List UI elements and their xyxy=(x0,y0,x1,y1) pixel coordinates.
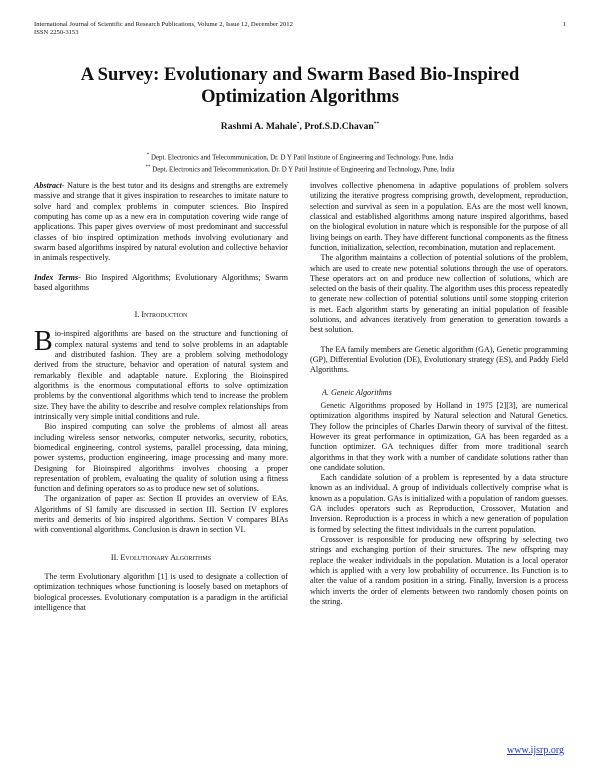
ea-paragraph-1: The term Evolutionary algorithm [1] is used to designate a collection of optimization techniques whose functioning is loosely based on metaphors of biological processes. Evolutionary computation is a paradigm in the artificial intelligence that xyxy=(34,572,288,612)
ea-paragraph-3: The EA family members are Genetic algorithm (GA), Genetic programming (GP), Differential Evolution (DE), Evolutionary strategy (ES), and Paddy Field Algorithms. xyxy=(310,344,568,375)
intro-paragraph-1-text: io-inspired algorithms are based on the structure and functioning of complex natural systems and tend to solve problems in an adaptable and distributed fashion. They are a problem solving methodology derived from the structure, behavior and operation of natural system and remarkably flexible and adaptable nature. Exploring the Bioinspired algorithms is the enormous computational efforts to solve optimization problems by the conventional algorithms which tend to increase the problem size. They have the ability to describe and resolve complex relationships from intrinsically very simple initial conditions and rule. xyxy=(34,329,288,421)
left-column xyxy=(34,181,288,613)
subsection-heading-genetic-algorithms: A. Geneic Algorithms xyxy=(322,387,392,397)
journal-name: International Journal of Scientific and Research Publications, Volume 2, Issue 12, December 2012 xyxy=(34,21,293,28)
section-1-number: I. xyxy=(134,310,142,320)
issn: ISSN 2250-3153 xyxy=(34,29,79,36)
affiliation-1 xyxy=(0,151,600,163)
index-terms xyxy=(34,273,288,294)
abstract-label: Abstract xyxy=(34,181,62,190)
author-1-mark: * xyxy=(296,121,300,127)
running-header xyxy=(34,21,566,37)
author-1: Rashmi A. Mahale xyxy=(220,121,297,133)
drop-cap: B xyxy=(34,326,53,358)
section-1-title: Introduction xyxy=(141,310,188,320)
ea-paragraph-2: The algorithm maintains a collection of potential solutions of the problem, which are used to create new potential solutions through the use of operators. These operators act on and produce new collection of solutions, which are selected on the basis of their quality. The algorithm uses this process repeatedly to generate new collection of potential solutions until some stopping criterion is met. Each algorithm starts by generating an initial population of feasible solutions, and advances iteratively from generation to generation towards a best solution. xyxy=(310,253,568,335)
title-line-1: A Survey: Evolutionary and Swarm Based Bio-Inspired xyxy=(80,65,520,85)
author-2-mark: ** xyxy=(373,121,380,127)
abstract-text: - Nature is the best tutor and its designs and strengths are extremely massive and strange that it gives inspiration to researches to imitate nature to solve hard and complex problems in computer sciences. Bio Inspired computing has come up as a new era in computation covering wide range of applications. This paper gives overview of most predominant and successful classes of bio inspired optimization methods involving evolutionary and swarm based algorithms inspired by natural evolution and collective behavior in animals respectively. xyxy=(34,181,288,263)
index-terms-label: Index Terms xyxy=(34,272,79,282)
author-separator: , xyxy=(299,121,305,133)
index-terms-text: - Bio Inspired Algorithms; Evolutionary Algorithms; Swarm based algorithms xyxy=(34,272,289,292)
intro-paragraph-2: Bio inspired computing can solve the problems of almost all areas including wireless sensor networks, computer networks, security, robotics, biomedical engineering, control systems, parallel processing, data mining, power systems, production engineering, image processing and many more. Designing for Bioinspired algorithms involves choosing a proper representation of problem, evaluating the quality of solution using a fitness function and defining operators so as to produce new set of solutions. xyxy=(34,422,288,494)
footer-website-link[interactable]: www.ijsrp.org xyxy=(507,745,564,756)
affiliations xyxy=(0,151,600,175)
page-number: 1 xyxy=(562,21,566,28)
right-column xyxy=(310,181,568,607)
intro-paragraph-3: The organization of paper as: Section II provides an overview of EAs. Algorithms of SI family are discussed in section III. Section IV explores merits and demerits of bio inspired algorithms. Section V compares BIAs with conventional algorithms. Conclusion is drawn in section VI. xyxy=(34,494,288,535)
section-2-number: II. xyxy=(110,552,121,562)
author-2: Prof.S.D.Chavan xyxy=(304,121,374,133)
ga-paragraph-3: Crossover is responsible for producing new offspring by selecting two strings and exchanging portion of their structures. The new offspring may replace the weaker individuals in the population. Mutation is a local operator which is applied with a very low probability of occurrence. Its Function is to alter the value of a random position in a string. Finally, Inversion is a process which inverts the order of elements between two randomly chosen points on the string. xyxy=(310,535,568,606)
section-heading-introduction xyxy=(34,310,288,320)
author-list xyxy=(0,121,600,132)
ga-paragraph-2: Each candidate solution of a problem is represented by a data structure known as an individual. A group of individuals collectively comprise what is known as a population. GAs is initialized with a population of random guesses. GA includes operators such as Reproduction, Crossover, Mutation and Inversion. Reproduction is a process in which a new generation of population is formed by selecting the fittest individuals in the current population. xyxy=(310,473,568,534)
section-2-title: Evolutionary Algorithms xyxy=(120,552,212,562)
ga-paragraph-1: Genetic Algorithms proposed by Holland in 1975 [2][3], are numerical optimization algorithms inspired by Natural selection and Natural Genetics. They follow the principles of Charles Darwin theory of survival of the fittest. However its great performance in optimization, GA has been regarded as a function optimizer. GA techniques differ from more traditional search algorithms in that they work with a number of candidate solutions rather than one candidate solution. xyxy=(310,400,568,472)
affiliation-1-text: Dept. Electronics and Telecommunication, Dr. D Y Patil Institute of Engineering and Technology, Pune, India xyxy=(149,154,454,162)
intro-paragraph-1 xyxy=(34,326,288,422)
abstract xyxy=(34,181,288,264)
affiliation-2 xyxy=(0,163,600,175)
ea-paragraph-1-continued: involves collective phenomena in adaptive populations of problem solvers utilizing the iterative progress comprising growth, development, reproduction, selection and survival as seen in a population. EAs are the most well known, classical and established algorithms among nature inspired algorithms, based on the biological evolution in nature which is responsible for the purpose of all living beings on earth. They have different functional components as the fitness function, initialization, selection, recombination, mutation and replacement. xyxy=(310,181,568,252)
section-heading-evolutionary-algorithms xyxy=(34,553,288,563)
paper-title xyxy=(0,64,600,108)
affiliation-1-mark: * xyxy=(146,153,150,158)
title-line-2: Optimization Algorithms xyxy=(201,87,399,107)
affiliation-2-mark: ** xyxy=(145,164,151,170)
affiliation-2-text: Dept. Electronics and Telecommunication, Dr. D Y Patil Institute of Engineering and Technology, Pune, India xyxy=(150,166,455,174)
